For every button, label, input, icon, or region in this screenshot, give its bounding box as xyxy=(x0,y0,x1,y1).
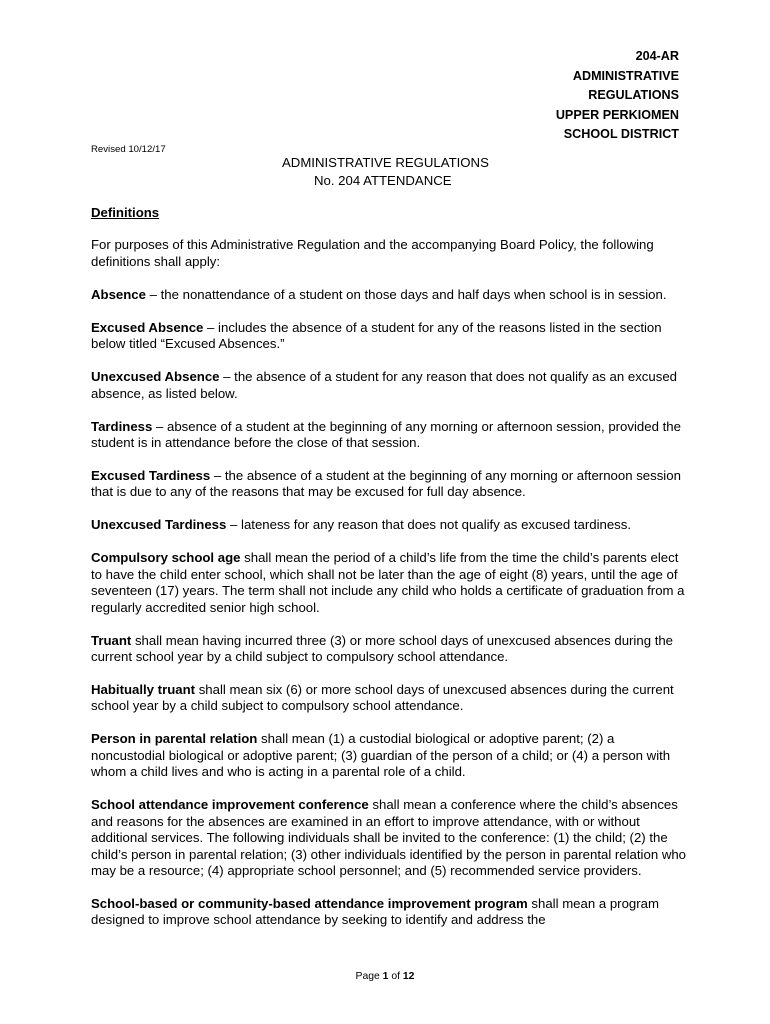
definition-term: Excused Absence xyxy=(91,319,204,335)
definition-paragraph xyxy=(91,731,687,780)
definition-term: Compulsory school age xyxy=(91,550,241,566)
definition-text: shall mean six (6) or more school days of unexcused absences during the current school year by a child subject to compulsory school attendance. xyxy=(91,682,674,714)
definition-term: Unexcused Absence xyxy=(91,369,220,385)
header-district: UPPER PERKIOMEN xyxy=(555,107,679,122)
definition-term: School attendance improvement conference xyxy=(91,797,369,813)
page-footer xyxy=(0,970,770,983)
definition-paragraph xyxy=(91,797,687,879)
definition-term: Excused Tardiness xyxy=(91,468,211,484)
document-header xyxy=(556,47,679,145)
definition-text: – includes the absence of a student for any of the reasons listed in the section below titled “Excused Absences.” xyxy=(91,319,662,352)
definition-text: shall mean (1) a custodial biological or adoptive parent; (2) a noncustodial biological or adoptive parent; (3) guardian of the person of a child; or (4) a person with whom a child lives and who is acting in a parental role of a child. xyxy=(91,731,671,780)
total-page-count: 12 xyxy=(402,971,415,982)
definition-text: – the absence of a student for any reason that does not qualify as an excused absence, as listed below. xyxy=(91,369,677,401)
header-district: SCHOOL DISTRICT xyxy=(563,127,679,142)
definition-term: Tardiness xyxy=(91,418,153,434)
revised-date: Revised 10/12/17 xyxy=(91,144,166,155)
definition-term: Truant xyxy=(91,632,132,648)
definition-paragraph xyxy=(91,419,687,452)
definition-text: – absence of a student at the beginning of any morning or afternoon session, provided the student is in attendance before the close of that session. xyxy=(91,418,681,451)
definition-text: shall mean the period of a child’s life from the time the child’s parents elect to have the child enter school, which shall not be later than the age of eight (8) years, until the age of seventeen (17) years. The term shall not include any child who holds a certificate of graduation from a regularly accredited senior high school. xyxy=(91,550,685,615)
definition-text: – lateness for any reason that does not qualify as excused tardiness. xyxy=(226,517,632,533)
page-label: Page xyxy=(355,971,383,982)
header-line: ADMINISTRATIVE xyxy=(572,68,679,83)
definition-paragraph xyxy=(91,320,687,353)
definition-paragraph xyxy=(91,287,687,303)
definition-text: shall mean a conference where the child’s absences and reasons for the absences are examined in an effort to improve attendance, with or without additional services. The following individuals shall be invited to the conference: (1) the child; (2) the child’s person in parental relation; (3) other individuals identified by the person in parental relation who may be a resource; (4) appropriate school personnel; and (5) recommended service providers. xyxy=(91,797,687,878)
definition-term: Absence xyxy=(91,286,146,302)
header-code: 204-AR xyxy=(635,49,679,63)
definition-paragraph xyxy=(91,633,687,666)
definition-paragraph xyxy=(91,517,687,533)
definition-paragraph xyxy=(91,550,687,616)
section-heading: Definitions xyxy=(91,205,160,220)
definition-text: – the nonattendance of a student on those days and half days when school is in session. xyxy=(145,286,667,302)
definition-term: Habitually truant xyxy=(91,682,196,698)
definition-paragraph xyxy=(91,468,687,501)
current-page-number: 1 xyxy=(382,971,389,982)
definition-paragraph xyxy=(91,896,687,929)
document-body xyxy=(91,205,687,945)
page-separator: of xyxy=(388,971,403,982)
intro-paragraph: For purposes of this Administrative Regulation and the accompanying Board Policy, the following definitions shall apply: xyxy=(91,237,654,269)
definition-text: shall mean having incurred three (3) or more school days of unexcused absences during the current school year by a child subject to compulsory school attendance. xyxy=(91,632,674,665)
definition-text: shall mean a program designed to improve school attendance by seeking to identify and address the xyxy=(91,895,659,928)
title-line: ADMINISTRATIVE REGULATIONS xyxy=(282,155,489,170)
header-line: REGULATIONS xyxy=(588,88,679,103)
title-subline: No. 204 ATTENDANCE xyxy=(314,173,452,188)
definition-paragraph xyxy=(91,682,687,715)
definition-paragraph xyxy=(91,369,687,402)
definition-term: School-based or community-based attendance improvement program xyxy=(91,895,528,911)
definition-term: Unexcused Tardiness xyxy=(91,517,227,533)
definition-term: Person in parental relation xyxy=(91,731,258,747)
definition-text: – the absence of a student at the beginning of any morning or afternoon session that is due to any of the reasons that may be excused for full day absence. xyxy=(91,468,681,500)
